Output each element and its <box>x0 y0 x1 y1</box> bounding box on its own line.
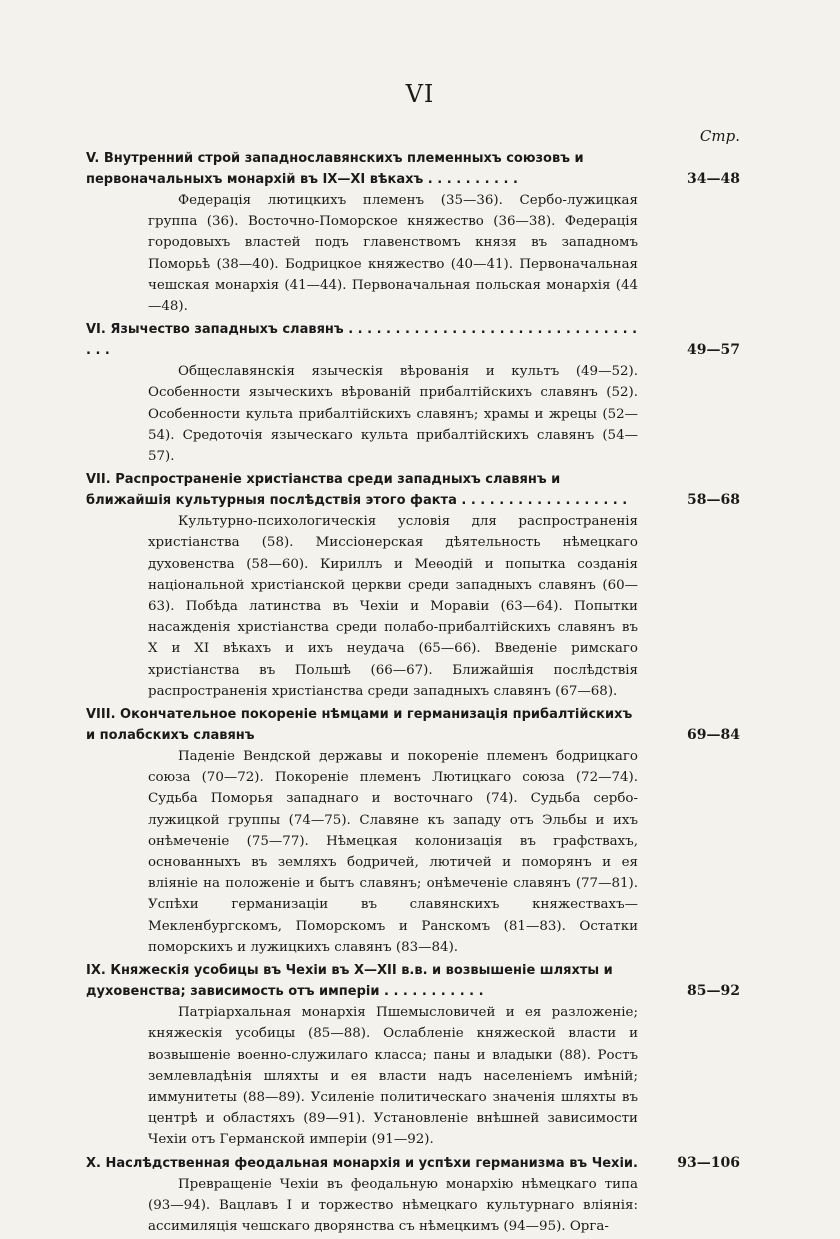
column-header: Стр. <box>699 127 740 145</box>
entry-title: IX. Княжескія усобицы въ Чехіи въ X—XII в.в. и возвышеніе шляхты и духовенства; зависимость отъ имперіи . . . . . . . . . . . <box>86 963 613 1000</box>
entry-summary: Культурно-психологическія условія для распространенія христіанства (58). Миссіонерская дѣятельность нѣмецкаго духовенства (58—60). Кириллъ и Меѳодій и попытка созданія національной христіанской церкви среди западныхъ славянъ (60—63). Побѣда латинства въ Чехіи и Моравіи (63—64). Попытки насажденія христіанства среди полабо-прибалтійскихъ славянъ въ X и XI вѣкахъ и ихъ неудача (65—66). Введеніе римскаго христіанства въ Польшѣ (66—67). Ближайшія послѣдствія распространенія христіанства среди западныхъ славянъ (67—68). <box>148 514 638 699</box>
entry-title: V. Внутренний строй западнославянскихъ племенныхъ союзовъ и первоначальныхъ монархій въ IX—XI вѣкахъ . . . . . . . . . . <box>86 151 584 187</box>
entry-title: VI. Язычество западныхъ славянъ . . . . . . . . . . . . . . . . . . . . . . . . . . . . . . . . . . <box>86 322 638 359</box>
entry-title: VIII. Окончательное покореніе нѣмцами и германизація прибалтійскихъ и полабскихъ славянъ <box>86 707 633 744</box>
entry-pages: 69—84 <box>687 727 740 744</box>
entry-summary: Патріархальная монархія Пшемысловичей и ея разложеніе; княжескія усобицы (85—88). Ослабленіе княжеской власти и возвышеніе военно-служилаго класса; паны и владыки (88). Ростъ землевладѣнія шляхты и ея власти надъ населеніемъ имѣній; иммунитеты (88—89). Усиленіе политическаго значенія шляхты въ центрѣ и областяхъ (89—91). Установленіе внѣшней зависимости Чехіи отъ Германской имперіи (91—92). <box>148 1005 638 1148</box>
toc-entry <box>86 148 740 317</box>
toc-entry <box>86 469 740 702</box>
entry-pages: 34—48 <box>687 171 740 187</box>
toc-entry <box>86 319 740 467</box>
entry-summary: Общеславянскія языческія вѣрованія и культъ (49—52). Особенности языческихъ вѣрованій прибалтійскихъ славянъ (52). Особенности культа прибалтійскихъ славянъ; храмы и жрецы (52—54). Средоточія языческаго культа прибалтійскихъ славянъ (54—57). <box>148 364 638 465</box>
entry-title: X. Наслѣдственная феодальная монархія и успѣхи германизма въ Чехіи. <box>86 1155 638 1171</box>
toc-entry <box>86 960 740 1150</box>
page-number: VI <box>405 80 435 108</box>
entry-summary: Паденіе Вендской державы и покореніе племенъ бодрицкаго союза (70—72). Покореніе племенъ Лютицкаго союза (72—74). Судьба Поморья западнаго и восточнаго (74). Судьба сербо-лужицкой группы (74—75). Славяне къ западу отъ Эльбы и ихъ онѣмеченіе (75—77). Нѣмецкая колонизація въ графствахъ, основанныхъ въ земляхъ бодричей, лютичей и поморянъ и ея вліяніе на положеніе и бытъ славянъ; онѣмеченіе славянъ (77—81). Успѣхи германизаціи въ славянскихъ княжествахъ—Мекленбургскомъ, Поморскомъ и Ранскомъ (81—83). Остатки поморскихъ и лужицкихъ славянъ (83—84). <box>148 749 638 955</box>
table-of-contents <box>86 148 740 1239</box>
entry-pages: 93—106 <box>677 1154 740 1171</box>
toc-entry <box>86 704 740 958</box>
entry-pages: 49—57 <box>687 342 740 359</box>
entry-summary: Федерація лютицкихъ племенъ (35—36). Сербо-лужицкая группа (36). Восточно-Поморское княжество (36—38). Федерація городовыхъ властей подъ главенствомъ князя въ западномъ Поморьѣ (38—40). Бодрицкое княжество (40—41). Первоначальная чешская монархія (41—44). Первоначальная польская монархія (44—48). <box>148 193 638 315</box>
entry-title: VII. Распространеніе христіанства среди западныхъ славянъ и ближайшія культурныя послѣдствія этого факта . . . . . . . . . . . . . . . . . . <box>86 472 628 509</box>
entry-pages: 58—68 <box>687 492 740 509</box>
toc-entry <box>86 1153 740 1238</box>
entry-summary: Превращеніе Чехіи въ феодальную монархію нѣмецкаго типа (93—94). Вацлавъ I и торжество нѣмецкаго культурнаго вліянія: ассимиляція чешскаго дворянства съ нѣмецкимъ (94—95). Орга- <box>148 1176 638 1234</box>
entry-pages: 85—92 <box>687 983 740 1000</box>
